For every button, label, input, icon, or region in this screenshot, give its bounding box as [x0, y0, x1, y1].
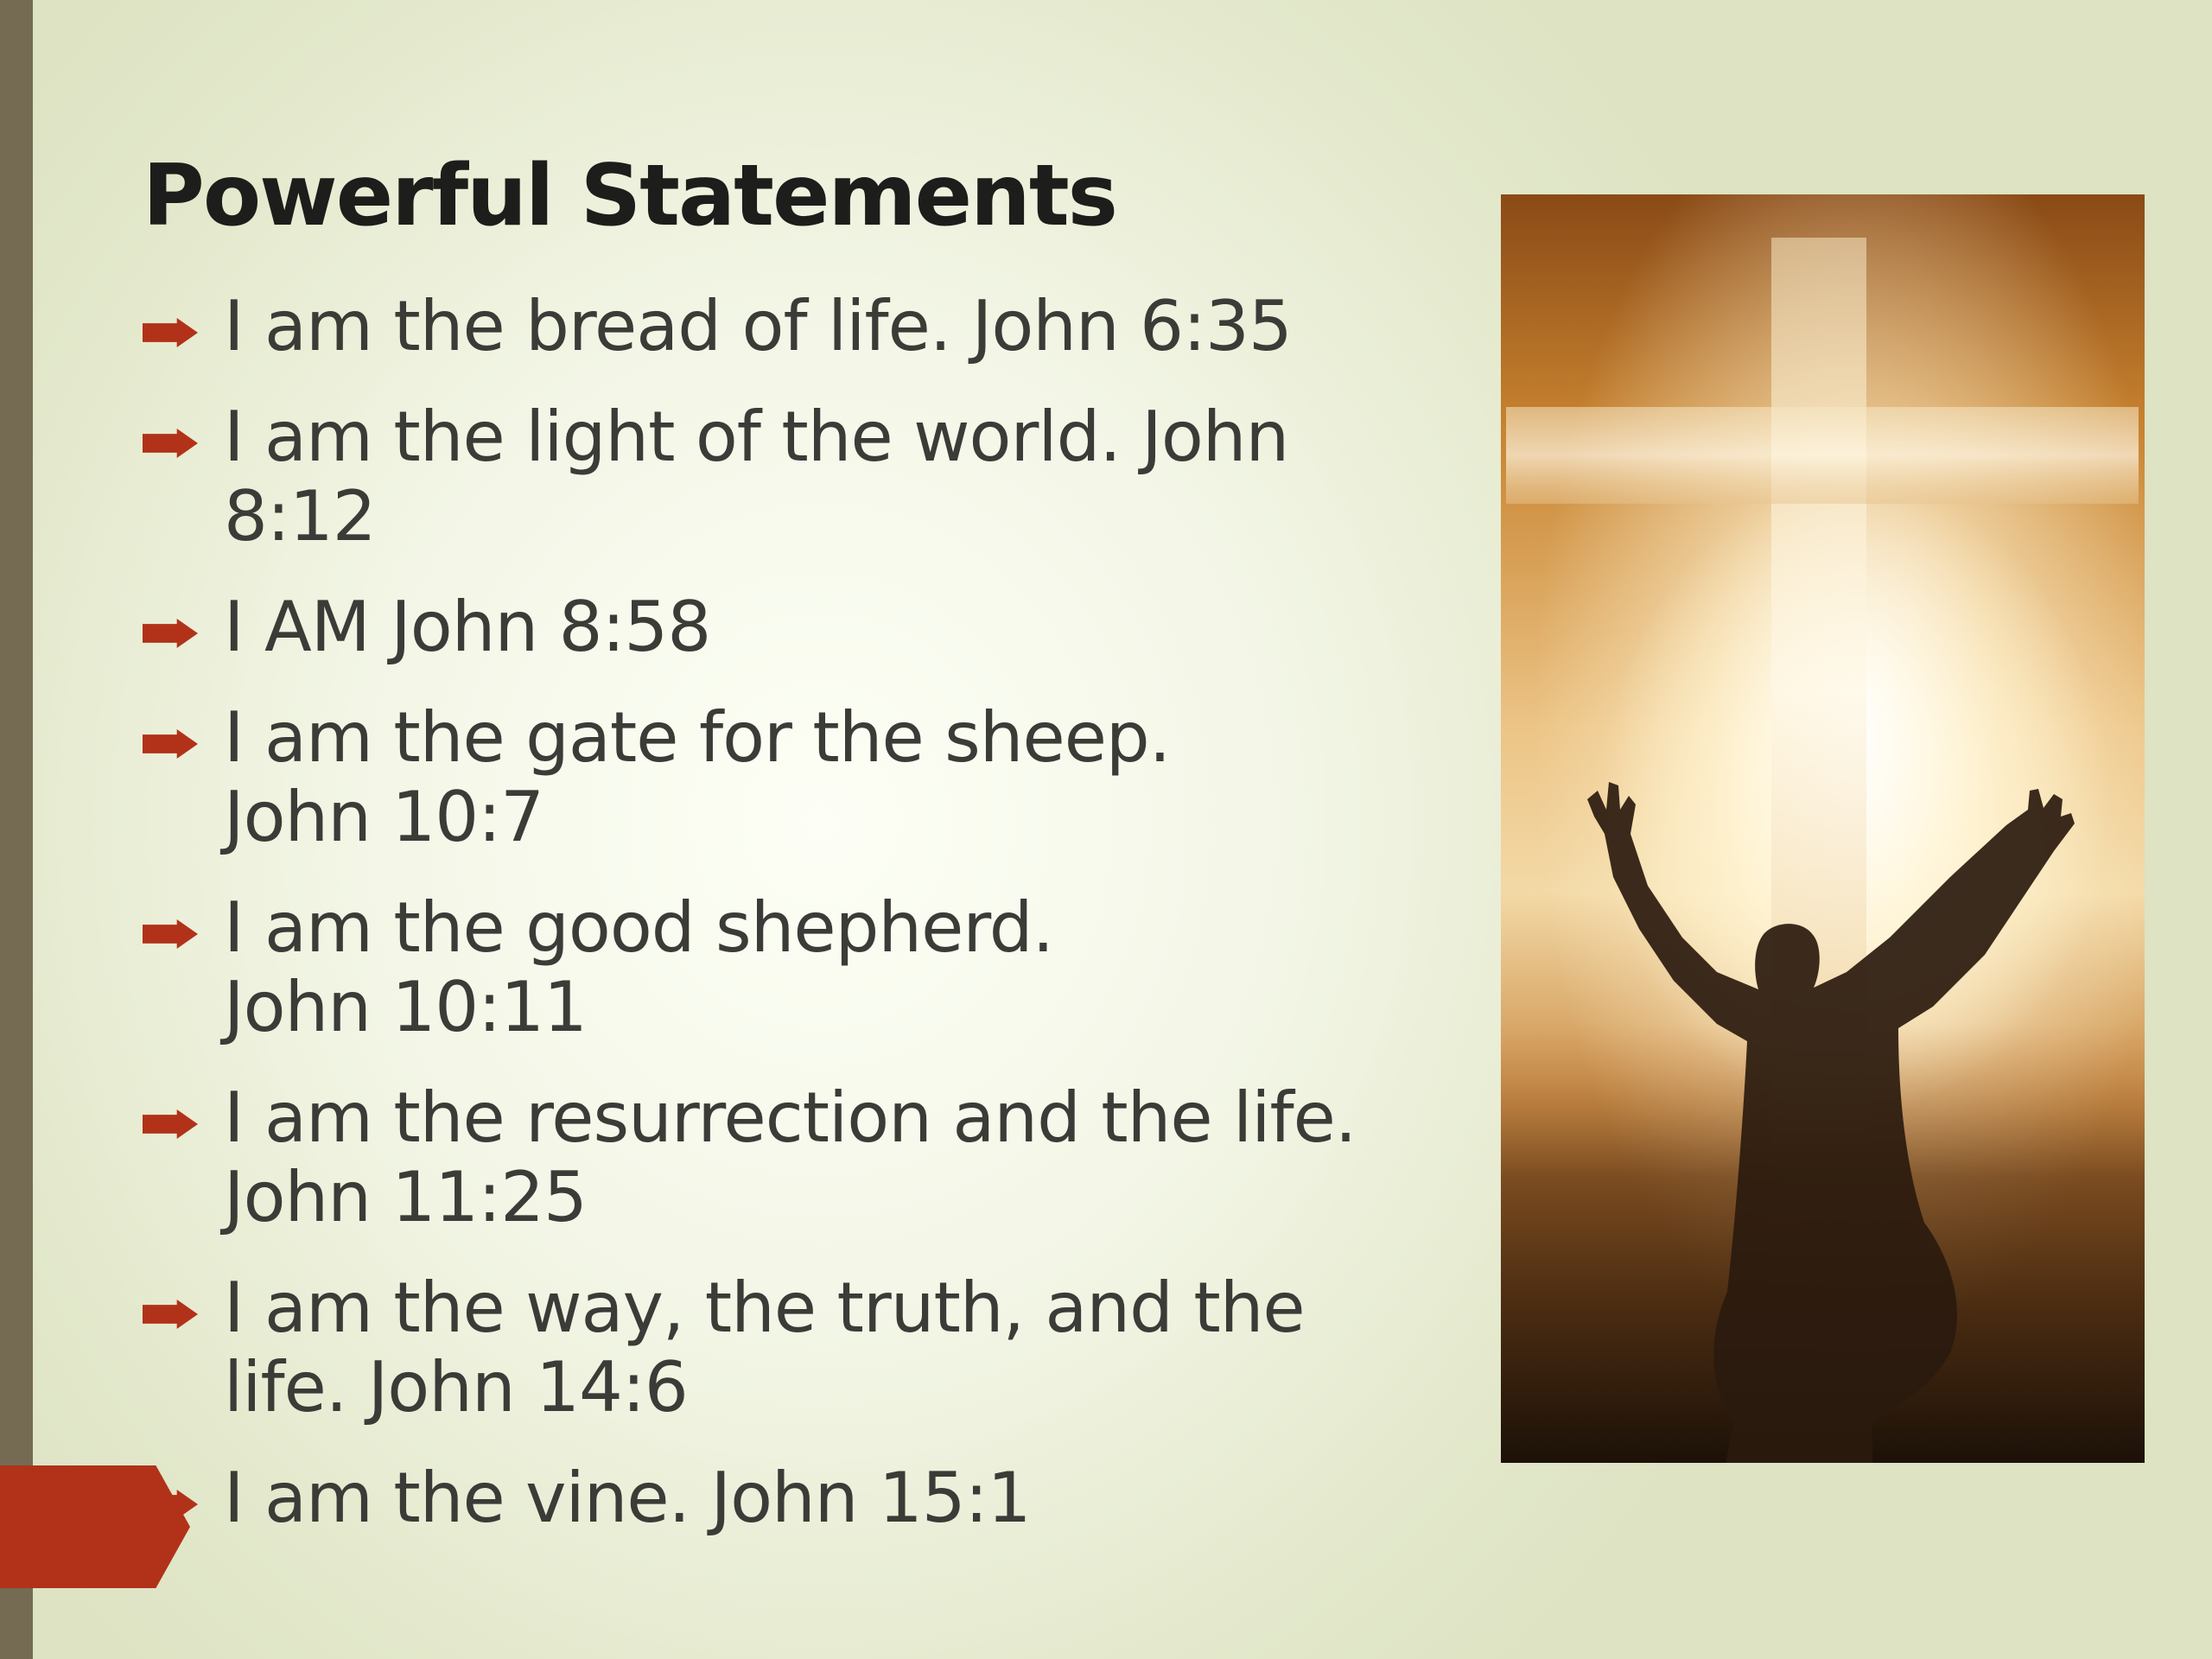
corner-accent-tab: [0, 1465, 190, 1588]
arrow-bullet-icon: [143, 919, 198, 949]
cross-horizontal-beam: [1506, 407, 2139, 504]
list-item: [143, 397, 1439, 556]
statement-text: I am the vine. John 15:1: [224, 1458, 1031, 1538]
list-item: [143, 888, 1439, 1047]
arrow-bullet-icon: [143, 429, 198, 458]
statement-text: I am the bread of life. John 6:35: [224, 286, 1292, 366]
list-item: [143, 1268, 1439, 1427]
statement-reference: 8:12: [224, 476, 376, 556]
statement-reference: John 11:25: [224, 1157, 587, 1237]
arrow-bullet-icon: [143, 1300, 198, 1329]
statement-reference: John 10:11: [224, 967, 587, 1047]
statement-list: [143, 287, 1439, 1569]
statement-text: I am the light of the world. John: [224, 397, 1289, 477]
statement-reference: life. John 14:6: [224, 1347, 688, 1427]
arrow-bullet-icon: [143, 318, 198, 347]
statement-reference: John 10:7: [224, 777, 544, 857]
list-item: [143, 1459, 1439, 1538]
list-item: [143, 1078, 1439, 1237]
statement-text: I am the gate for the sheep.: [224, 697, 1171, 778]
statement-text: I am the resurrection and the life.: [224, 1077, 1357, 1158]
cross-worship-photo: [1501, 194, 2145, 1463]
list-item: [143, 287, 1439, 366]
arrow-bullet-icon: [143, 619, 198, 648]
list-item: [143, 588, 1439, 667]
statement-text: I am the good shepherd.: [224, 887, 1054, 968]
arrow-bullet-icon: [143, 729, 198, 759]
slide-title: Powerful Statements: [143, 147, 1116, 245]
statement-text: I am the way, the truth, and the: [224, 1268, 1305, 1348]
arrow-bullet-icon: [143, 1109, 198, 1139]
left-accent-bar: [0, 0, 33, 1659]
list-item: [143, 698, 1439, 857]
statement-text: I AM John 8:58: [224, 587, 711, 667]
